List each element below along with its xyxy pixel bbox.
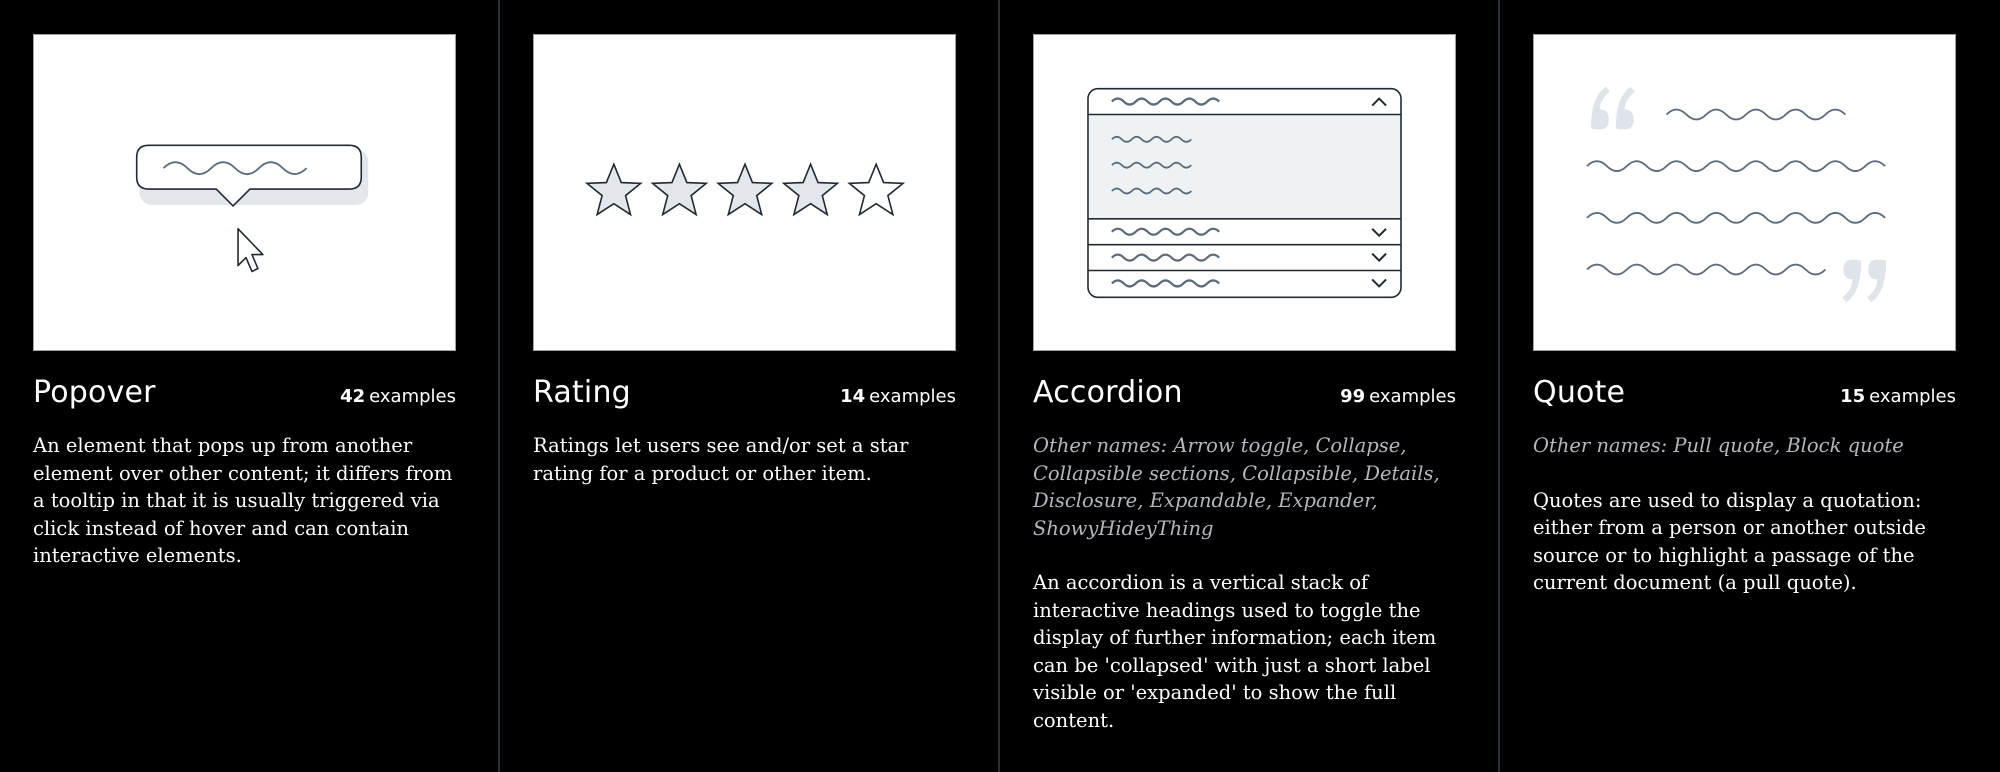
accordion-thumbnail[interactable] — [1033, 34, 1456, 351]
popover-illustration — [34, 35, 455, 350]
rating-thumbnail[interactable] — [533, 34, 956, 351]
quote-mark-icon — [1591, 87, 1635, 130]
card-title[interactable]: Accordion — [1033, 375, 1183, 410]
star-icon — [718, 164, 772, 214]
card-title[interactable]: Quote — [1533, 375, 1626, 410]
quote-mark-icon — [1842, 260, 1886, 303]
popover-thumbnail[interactable] — [33, 34, 456, 351]
card-accordion[interactable] — [1000, 0, 1500, 772]
other-names: Other names: Arrow toggle, Collapse, Collapsible sections, Collapsible, Details, Disclosure, Expandable, Expander, ShowyHideyThing — [1033, 434, 1440, 540]
other-names: Other names: Pull quote, Block quote — [1533, 434, 1904, 457]
card-quote[interactable] — [1500, 0, 2000, 772]
card-description: An accordion is a vertical stack of interactive headings used to toggle the display of further information; each item can be 'collapsed' with just a short label visible or 'expanded' to show the full content. — [1033, 571, 1437, 732]
example-count: 14 examples — [840, 386, 956, 407]
accordion-illustration — [1034, 35, 1455, 350]
card-description: Ratings let users see and/or set a star rating for a product or other item. — [533, 434, 909, 485]
star-icon — [653, 164, 707, 214]
card-description: Quotes are used to display a quotation: either from a person or another outside source or to highlight a passage of the current document (a pull quote). — [1533, 488, 1926, 594]
rating-illustration — [534, 35, 955, 350]
example-count: 99 examples — [1340, 386, 1456, 407]
card-popover[interactable] — [0, 0, 500, 772]
quote-illustration — [1534, 35, 1955, 350]
card-title[interactable]: Rating — [533, 375, 631, 410]
star-icon — [587, 164, 641, 214]
example-count: 15 examples — [1840, 386, 1956, 407]
quote-thumbnail[interactable] — [1533, 34, 1956, 351]
card-rating[interactable] — [500, 0, 1000, 772]
example-count: 42 examples — [340, 386, 456, 407]
cursor-icon — [238, 229, 263, 272]
star-icon — [784, 164, 838, 214]
card-description: An element that pops up from another element over other content; it differs from a tooltip in that it is usually triggered via click instead of hover and can contain interactive elements. — [33, 434, 453, 567]
star-icon — [849, 164, 903, 214]
card-title[interactable]: Popover — [33, 375, 156, 410]
